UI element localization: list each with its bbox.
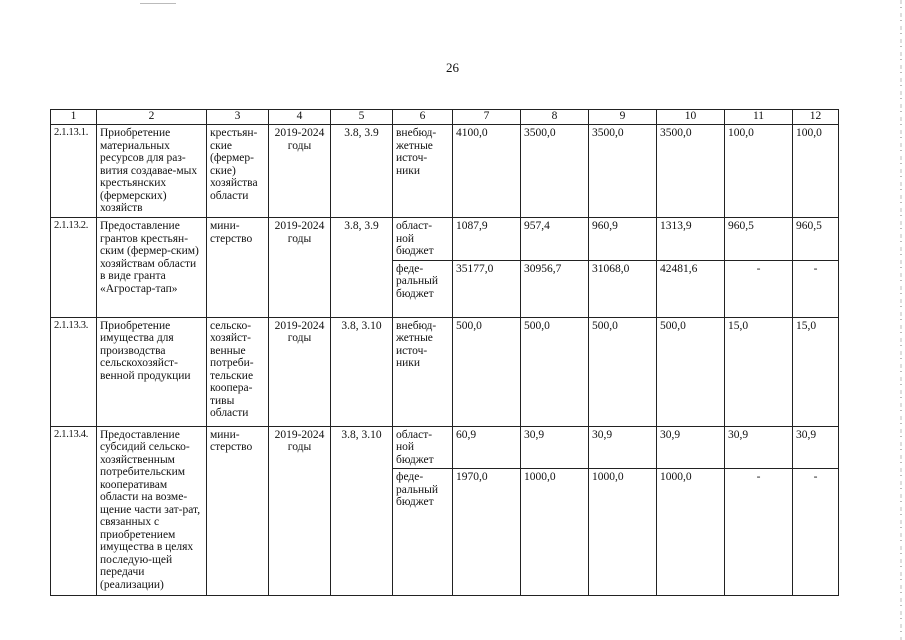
value-cell: 4100,0 xyxy=(453,125,521,218)
column-header: 4 xyxy=(269,110,331,125)
value-cell: 1000,0 xyxy=(657,469,725,596)
value-cell: 957,4 xyxy=(521,218,589,261)
period: 2019-2024 годы xyxy=(269,218,331,318)
value-cell: 1000,0 xyxy=(521,469,589,596)
period: 2019-2024 годы xyxy=(269,317,331,426)
measure-name: Предоставление субсидий сельско-хозяйственным потребительским кооперативам области на возме-щение части зат-рат, связанных с приобретением имущества в целях последую-щей передачи (реализации) xyxy=(97,426,207,596)
column-header: 6 xyxy=(393,110,453,125)
value-cell: 1087,9 xyxy=(453,218,521,261)
value-cell: - xyxy=(793,469,839,596)
row-code: 2.1.13.3. xyxy=(51,317,97,426)
value-cell: 100,0 xyxy=(793,125,839,218)
budget-table xyxy=(50,109,839,596)
column-header: 8 xyxy=(521,110,589,125)
value-cell: 960,9 xyxy=(589,218,657,261)
measure-name: Приобретение материальных ресурсов для раз-вития создавае-мых крестьянских (фермерских) хозяйств xyxy=(97,125,207,218)
value-cell: 500,0 xyxy=(521,317,589,426)
column-header: 10 xyxy=(657,110,725,125)
value-cell: 60,9 xyxy=(453,426,521,469)
value-cell: 1000,0 xyxy=(589,469,657,596)
column-header: 11 xyxy=(725,110,793,125)
indicator: 3.8, 3.9 xyxy=(331,125,393,218)
value-cell: 3500,0 xyxy=(521,125,589,218)
value-cell: 30,9 xyxy=(793,426,839,469)
column-header: 12 xyxy=(793,110,839,125)
page-number: 26 xyxy=(446,60,459,75)
header-row xyxy=(51,110,839,125)
value-cell: 500,0 xyxy=(589,317,657,426)
table-row xyxy=(51,317,839,426)
value-cell: 35177,0 xyxy=(453,260,521,317)
value-cell: - xyxy=(793,260,839,317)
value-cell: 960,5 xyxy=(725,218,793,261)
funding-source: феде-ральный бюджет xyxy=(393,469,453,596)
value-cell: 1313,9 xyxy=(657,218,725,261)
value-cell: 3500,0 xyxy=(657,125,725,218)
measure-name: Предоставление грантов крестьян-ским (фермер-ским) хозяйствам области в виде гранта «Агростар-тап» xyxy=(97,218,207,318)
funding-source: внебюд-жетные источ-ники xyxy=(393,125,453,218)
table-row xyxy=(51,218,839,261)
period: 2019-2024 годы xyxy=(269,125,331,218)
value-cell: 15,0 xyxy=(793,317,839,426)
value-cell: - xyxy=(725,260,793,317)
scan-artifact xyxy=(140,3,176,4)
funding-source: внебюд-жетные источ-ники xyxy=(393,317,453,426)
value-cell: 100,0 xyxy=(725,125,793,218)
value-cell: 30,9 xyxy=(521,426,589,469)
value-cell: 30,9 xyxy=(657,426,725,469)
column-header: 1 xyxy=(51,110,97,125)
funding-source: област-ной бюджет xyxy=(393,426,453,469)
measure-name: Приобретение имущества для производства сельскохозяйст-венной продукции xyxy=(97,317,207,426)
value-cell: 500,0 xyxy=(453,317,521,426)
column-header: 9 xyxy=(589,110,657,125)
row-code: 2.1.13.1. xyxy=(51,125,97,218)
participant: крестьян-ские (фермер-ские) хозяйства области xyxy=(207,125,269,218)
table-row xyxy=(51,125,839,218)
value-cell: 42481,6 xyxy=(657,260,725,317)
indicator: 3.8, 3.9 xyxy=(331,218,393,318)
indicator: 3.8, 3.10 xyxy=(331,426,393,596)
participant: мини-стерство xyxy=(207,426,269,596)
scan-edge-artifact xyxy=(900,0,902,640)
column-header: 7 xyxy=(453,110,521,125)
row-code: 2.1.13.2. xyxy=(51,218,97,318)
value-cell: 30,9 xyxy=(589,426,657,469)
row-code: 2.1.13.4. xyxy=(51,426,97,596)
value-cell: 500,0 xyxy=(657,317,725,426)
participant: мини-стерство xyxy=(207,218,269,318)
table-row xyxy=(51,426,839,469)
value-cell: 1970,0 xyxy=(453,469,521,596)
value-cell: - xyxy=(725,469,793,596)
value-cell: 3500,0 xyxy=(589,125,657,218)
column-header: 2 xyxy=(97,110,207,125)
value-cell: 960,5 xyxy=(793,218,839,261)
column-header: 5 xyxy=(331,110,393,125)
funding-source: област-ной бюджет xyxy=(393,218,453,261)
value-cell: 15,0 xyxy=(725,317,793,426)
value-cell: 30956,7 xyxy=(521,260,589,317)
column-header: 3 xyxy=(207,110,269,125)
participant: сельско-хозяйст-венные потреби-тельские коопера-тивы области xyxy=(207,317,269,426)
indicator: 3.8, 3.10 xyxy=(331,317,393,426)
value-cell: 30,9 xyxy=(725,426,793,469)
period: 2019-2024 годы xyxy=(269,426,331,596)
funding-source: феде-ральный бюджет xyxy=(393,260,453,317)
value-cell: 31068,0 xyxy=(589,260,657,317)
